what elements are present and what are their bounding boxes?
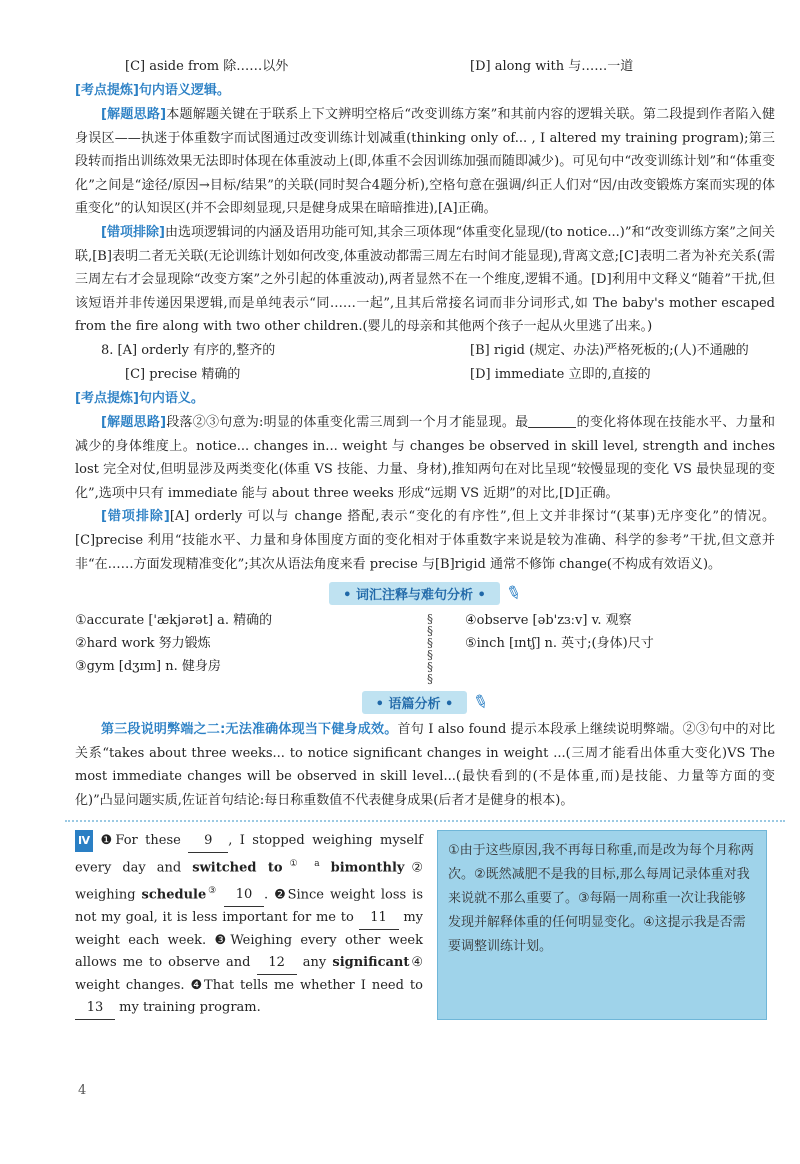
vocab-item: ②hard work 努力锻炼 — [75, 636, 211, 652]
tag-cuoxiang: [错项排除] — [101, 224, 165, 240]
discourse-banner: • 语篇分析 • — [362, 691, 468, 714]
text: ② weighing — [75, 860, 424, 903]
blank-11: 11 — [359, 907, 399, 930]
fill-blank — [528, 413, 576, 428]
q8-option-a — [75, 339, 425, 363]
page-content — [75, 55, 775, 1020]
q8-point — [75, 387, 775, 411]
text: any — [302, 955, 327, 971]
analysis-lead: 第三段说明弊端之二:无法准确体现当下健身成效。 — [101, 722, 398, 738]
option-c: [C] aside from 除……以外 — [125, 59, 289, 74]
vocab-list — [75, 609, 775, 685]
vocab-item: ⑤inch [ɪntʃ] n. 英寸;(身体)尺寸 — [465, 636, 654, 652]
text: ① a — [282, 859, 320, 870]
page-number: 4 — [78, 1083, 87, 1098]
q8-solution-text-a: 段落②③句意为:明显的体重变化需三周到一个月才能显现。最 — [166, 414, 529, 430]
vocab-item: ④observe [əb'zɜːv] v. 观察 — [465, 613, 632, 629]
keyword: schedule — [141, 887, 207, 903]
vocab-banner: • 词汇注释与难句分析 • — [329, 582, 500, 605]
q7-point — [75, 79, 775, 103]
q8-option-c: [C] precise 精确的 — [125, 366, 241, 382]
vocab-right — [445, 609, 654, 685]
section-iv — [75, 830, 775, 1020]
keyword: switched to — [192, 860, 283, 876]
tag-cuoxiang: [错项排除] — [101, 509, 170, 525]
vocab-item: ①accurate ['ækjərət] a. 精确的 — [75, 613, 273, 629]
vocab-item: ③gym [dʒɪm] n. 健身房 — [75, 659, 221, 675]
section-number-badge: Ⅳ — [75, 830, 93, 852]
tag-kaodian: [考点提炼] — [75, 83, 139, 98]
option-d: [D] along with 与……一道 — [470, 59, 634, 74]
section-iv-translation: ①由于这些原因,我不再每日称重,而是改为每个月称两次。②既然减肥不是我的目标,那么每周记录体重对我来说就不那么重要了。③每隔一周称重一次让我能够发现并解释体重的任何明显变化。④这提示我是否需要调整训练计划。 — [437, 830, 767, 1020]
tag-kaodian-text: 句内语义。 — [138, 390, 204, 406]
blank-10: 10 — [224, 884, 264, 907]
q7-exclusion — [75, 221, 775, 339]
q8-solution-text-b: 的变化将体现在技能水平、力量和减少的身体维度上。notice... changes in... weight 与 changes be observed in skill level, strength and inches lost 完全对仗,但明显涉及两类变化(体重 VS 技能、力量、身材),推知两句在对比呈现“较慢显现的变化 VS 最快显现的变化”,选项中只有 immediate 能与 about three weeks 形成“远期 VS 近期”的对比,[D]正确。 — [75, 414, 775, 501]
blank-9: 9 — [188, 830, 228, 853]
q7-solution-text: 本题解题关键在于联系上下文辨明空格后“改变训练方案”和其前内容的逻辑关联。第二段提到作者陷入健身误区——执迷于体重数字而试图通过改变训练计划减重(thinking only of... , I altered my training program);第三段转而指出训练效果无法即时体现在体重波动上(即,体重不会因训练加强而随即减少)。可见句中“改变训练计划”和“体重变化”之间是“途径/原因→目标/结果”的关联(同时契合4题分析),空格句意在强调/纠正人们对“因/由改变锻炼方案而实现的体重变化”的认知误区(并不会即刻显现,只是健身成果在暗暗推进),[A]正确。 — [75, 107, 776, 217]
dotted-divider — [65, 820, 785, 822]
q8-exclusion-text: [A] orderly 可以与 change 搭配,表示“变化的有序性”,但上文并非探讨“(某事)无序变化”的情况。[C]precise 利用“技能水平、力量和身体围度方面的变化相对于体重数字来说是较为准确、科学的参考”干扰,但文意并非“在……方面发现精准变化”;其次从语法角度来看 precise 与[B]rigid 通常不修饰 change(不构成有效语义)。 — [75, 509, 775, 572]
tag-jieti: [解题思路] — [101, 107, 167, 122]
q8-option-d: [D] immediate 立即的,直接的 — [470, 366, 651, 382]
vocab-banner-wrap — [75, 582, 775, 605]
pen-icon: ✎ — [502, 581, 525, 607]
text: , I stopped weighing myself every day and — [75, 833, 423, 876]
blank-12: 12 — [257, 952, 297, 975]
text: . ❷Since weight loss is not my goal, it is less important for me to — [75, 887, 423, 926]
text: my weight each week. ❸Weighing every other week allows me to observe and — [75, 910, 423, 971]
tag-jieti: [解题思路] — [101, 414, 167, 430]
wavy-divider: § § § § § § — [427, 612, 433, 687]
blank-13: 13 — [75, 997, 115, 1020]
q8-number: 8. — [101, 342, 114, 358]
keyword: bimonthly — [330, 860, 405, 876]
analysis-body: 首句 I also found 提示本段承上继续说明弊端。②③句中的对比关系“takes about three weeks... to notice significant changes in weight ...(三周才能看出体重大变化)VS The most immediate changes will be observed in skill level...(最快看到的(不是体重,而)是技能、力量等方面的变化)”凸显问题实质,佐证首句结论:每日称重数值不代表健身成果(后者才是健身的根本)。 — [75, 722, 775, 808]
text: ④ weight changes. ❹That tells me whether I need to — [75, 955, 424, 994]
q8-option-b: [B] rigid (规定、办法)严格死板的;(人)不通融的 — [470, 342, 749, 358]
keyword: significant — [332, 955, 410, 971]
q8-exclusion — [75, 505, 775, 576]
tag-kaodian-text: 句内语义逻辑。 — [138, 83, 230, 98]
q8-options-ab — [75, 339, 775, 363]
q7-exclusion-text: 由选项逻辑词的内涵及语用功能可知,其余三项体现“体重变化显现/(to notice...)”和“改变训练方案”之间关联,[B]表明二者无关联(无论训练计划如何改变,体重波动都需三周左右时间才能显现),背离文意;[C]表明二者为补充关系(需三周左右才会显现除“改变方案”之外引起的体重波动),两者显然不在一个维度,逻辑不通。[D]利用中文释义“随着”干扰,但该短语并非传递因果逻辑,而是单纯表示“同……一起”,且其后常接名词而非分词形式,如 The baby's mother escaped from the fire along with two other children.(婴儿的母亲和其他两个孩子一起从火里逃了出来。) — [75, 224, 775, 335]
q8-solution — [75, 411, 775, 505]
text: ③ — [206, 885, 218, 896]
text: ❶For these — [100, 833, 181, 849]
tag-kaodian: [考点提炼] — [75, 390, 139, 406]
q8-option-a-text: [A] orderly 有序的,整齐的 — [117, 342, 276, 358]
q8-options-cd — [75, 363, 775, 387]
options-row-cd — [75, 55, 775, 79]
section-iv-english — [75, 830, 437, 1020]
q7-solution — [75, 103, 775, 221]
discourse-banner-wrap — [75, 691, 775, 714]
discourse-analysis — [75, 718, 775, 812]
text: my training program. — [119, 1000, 261, 1016]
vocab-left — [75, 609, 415, 685]
pen-icon: ✎ — [470, 690, 492, 716]
